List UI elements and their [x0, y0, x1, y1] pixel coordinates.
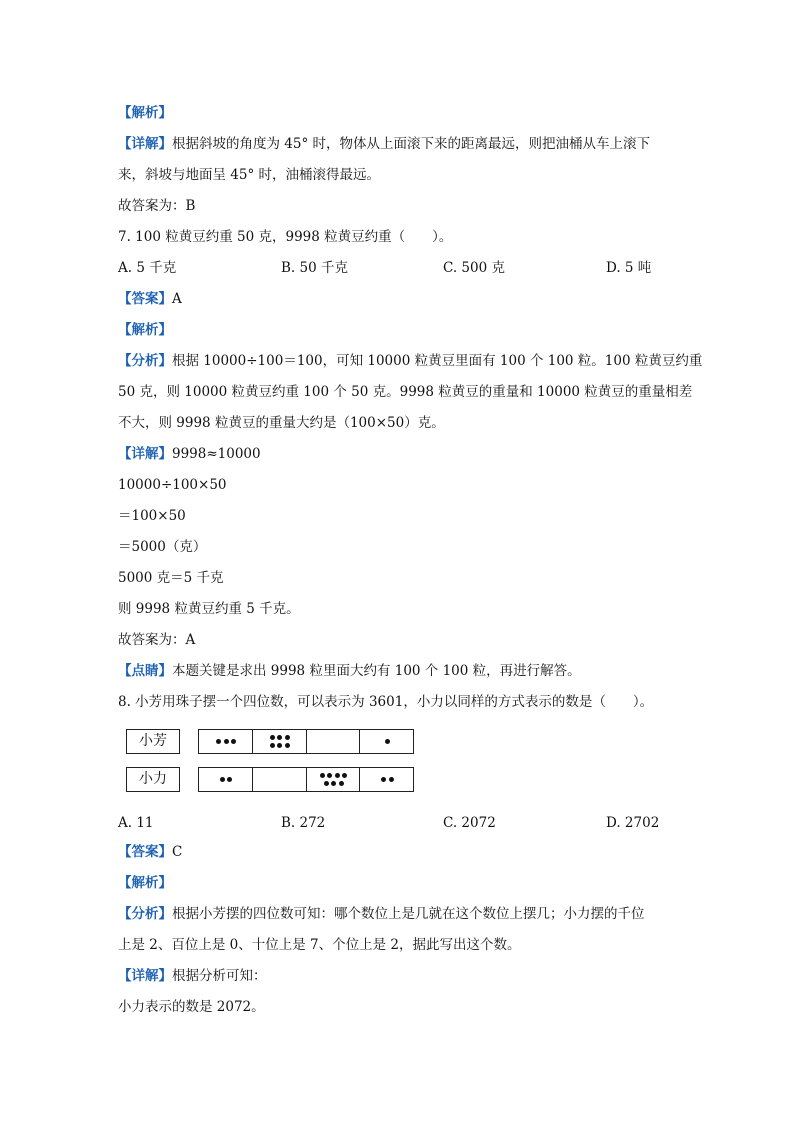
place-thousands	[199, 768, 253, 791]
question-8-fenxi-1: 【分析】根据小芳摆的四位数可知：哪个数位上是几就在这个数位上摆几；小力摆的千位	[118, 906, 645, 922]
bead	[327, 773, 332, 778]
option-a: A. 5 千克	[118, 260, 177, 276]
option-d: D. 5 吨	[606, 260, 652, 276]
bead	[285, 743, 290, 748]
question-7-fenxi-3: 不大，则 9998 粒黄豆的重量大约是（100×50）克。	[118, 415, 445, 431]
bead-group	[360, 730, 413, 753]
option-d: D. 2702	[606, 815, 660, 831]
bead	[277, 743, 282, 748]
question-8-answer: 【答案】C	[118, 844, 183, 860]
option-b: B. 50 千克	[281, 260, 348, 276]
question-7-analysis-tag: 【解析】	[118, 322, 172, 338]
bead	[270, 743, 275, 748]
question-8-fenxi-2: 上是 2、百位上是 0、十位上是 7、个位上是 2，据此写出这个数。	[118, 937, 521, 953]
bead	[220, 777, 225, 782]
question-7-detail-4: ＝5000（克）	[118, 539, 207, 555]
bead	[385, 739, 390, 744]
option-c: C. 500 克	[443, 260, 505, 276]
bead	[381, 777, 386, 782]
bead-group	[307, 730, 360, 753]
bead-group	[360, 768, 413, 791]
bead	[335, 773, 340, 778]
question-7-detail-5: 5000 克＝5 千克	[118, 570, 224, 586]
row-label-xiaofang: 小芳	[126, 729, 180, 754]
bead-group	[307, 768, 360, 791]
bead	[227, 777, 232, 782]
option-a: A. 11	[118, 815, 154, 831]
question-7-fenxi-2: 50 克，则 10000 粒黄豆约重 100 个 50 克。9998 粒黄豆的重量和 10000 粒黄豆的重量相差	[118, 384, 693, 400]
abacus-row-xiaofang	[198, 729, 414, 754]
row-label-xiaoli: 小力	[126, 767, 180, 792]
bead	[277, 735, 282, 740]
bead-group	[253, 768, 306, 791]
place-ones	[360, 768, 413, 791]
place-hundreds	[253, 768, 307, 791]
bead	[216, 739, 221, 744]
bead	[224, 739, 229, 744]
place-thousands	[199, 730, 253, 753]
bead	[285, 735, 290, 740]
question-7-detail-6: 则 9998 粒黄豆约重 5 千克。	[118, 601, 300, 617]
question-7-fenxi-1: 【分析】根据 10000÷100＝100，可知 10000 粒黄豆里面有 100 个 100 粒。100 粒黄豆约重	[118, 353, 703, 369]
place-tens	[307, 730, 361, 753]
place-ones	[360, 730, 413, 753]
bead	[339, 781, 344, 786]
bead	[342, 773, 347, 778]
question-7-stem: 7. 100 粒黄豆约重 50 克，9998 粒黄豆约重（ ）。	[118, 229, 453, 245]
question-8-detail-1: 【详解】根据分析可知：	[118, 968, 267, 984]
bead	[324, 781, 329, 786]
bead	[231, 739, 236, 744]
detail-line-1: 【详解】根据斜坡的角度为 45° 时，物体从上面滚下来的距离最远，则把油桶从车上滚下	[118, 136, 651, 152]
bead-group	[199, 768, 252, 791]
bead	[320, 773, 325, 778]
question-8-analysis-tag: 【解析】	[118, 875, 172, 891]
abacus-row-xiaoli	[198, 767, 414, 792]
bead	[389, 777, 394, 782]
question-8-detail-2: 小力表示的数是 2072。	[118, 999, 265, 1015]
option-c: C. 2072	[443, 815, 496, 831]
place-hundreds	[253, 730, 307, 753]
question-7-answer: 【答案】A	[118, 291, 182, 307]
question-7-detail-3: ＝100×50	[118, 508, 186, 524]
question-8-stem: 8. 小芳用珠子摆一个四位数，可以表示为 3601，小力以同样的方式表示的数是（ ）。	[118, 694, 654, 710]
place-tens	[307, 768, 361, 791]
bead-group	[199, 730, 252, 753]
question-7-detail-2: 10000÷100×50	[118, 477, 227, 493]
question-8-options	[118, 813, 678, 833]
answer-line: 故答案为：B	[118, 198, 196, 214]
section-tag-analysis: 【解析】	[118, 105, 172, 121]
bead	[331, 781, 336, 786]
bead	[270, 735, 275, 740]
question-7-detail-7: 故答案为：A	[118, 632, 196, 648]
detail-line-2: 来，斜坡与地面呈 45° 时，油桶滚得最远。	[118, 167, 381, 183]
option-b: B. 272	[281, 815, 326, 831]
question-7-detail-1: 【详解】9998≈10000	[118, 446, 261, 462]
bead-group	[253, 730, 306, 753]
question-7-options	[118, 258, 678, 278]
question-7-dianjing: 【点睛】本题关键是求出 9998 粒里面大约有 100 个 100 粒，再进行解答。	[118, 663, 581, 679]
